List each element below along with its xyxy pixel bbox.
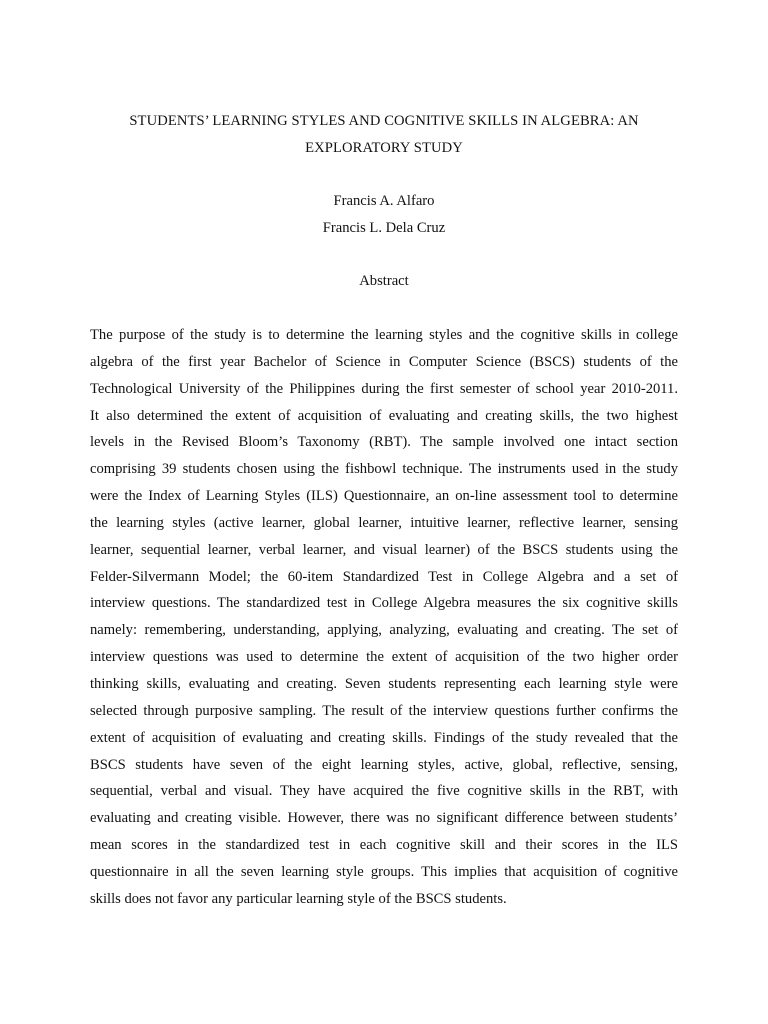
abstract-line: Felder-Silvermann Model; the 60-item Standardized Test in College Algebra and a set of <box>90 568 678 585</box>
abstract-line: mean scores in the standardized test in each cognitive skill and their scores in the ILS <box>90 837 678 854</box>
abstract-line: evaluating and creating visible. However, there was no significant difference between students’ <box>90 810 678 827</box>
abstract-line: questionnaire in all the seven learning style groups. This implies that acquisition of cognitive <box>90 863 678 880</box>
abstract-line: sequential, verbal and visual. They have acquired the five cognitive skills in the RBT, with <box>90 783 678 800</box>
abstract-line: comprising 39 students chosen using the fishbowl technique. The instruments used in the study <box>90 461 678 478</box>
abstract-line: levels in the Revised Bloom’s Taxonomy (RBT). The sample involved one intact section <box>90 434 678 451</box>
abstract-line: learner, sequential learner, verbal learner, and visual learner) of the BSCS students using the <box>90 541 678 558</box>
author-name: Francis A. Alfaro <box>333 193 435 209</box>
abstract-line: the learning styles (active learner, global learner, intuitive learner, reflective learner, sensing <box>90 514 678 531</box>
abstract-line: selected through purposive sampling. The result of the interview questions further confirms the <box>90 702 678 719</box>
abstract-line: skills does not favor any particular learning style of the BSCS students. <box>90 890 507 907</box>
abstract-line: The purpose of the study is to determine the learning styles and the cognitive skills in college <box>90 327 678 343</box>
paper-title-line: STUDENTS’ LEARNING STYLES AND COGNITIVE SKILLS IN ALGEBRA: AN <box>129 113 639 129</box>
abstract-line: were the Index of Learning Styles (ILS) Questionnaire, an on-line assessment tool to determine <box>90 488 678 505</box>
abstract-line: BSCS students have seven of the eight learning styles, active, global, reflective, sensing, <box>90 756 678 773</box>
abstract-body <box>90 322 678 913</box>
paper-title-line: EXPLORATORY STUDY <box>305 139 463 156</box>
abstract-line: interview questions. The standardized test in College Algebra measures the six cognitive skills <box>90 595 678 612</box>
abstract-line: It also determined the extent of acquisition of evaluating and creating skills, the two highest <box>90 407 678 424</box>
author-name: Francis L. Dela Cruz <box>322 219 446 236</box>
abstract-heading: Abstract <box>359 273 409 289</box>
abstract-line: Technological University of the Philippines during the first semester of school year 2010-2011. <box>90 380 678 397</box>
abstract-line: interview questions was used to determine the extent of acquisition of the two higher order <box>90 649 678 666</box>
abstract-line: thinking skills, evaluating and creating. Seven students representing each learning style were <box>90 675 678 692</box>
abstract-line: algebra of the first year Bachelor of Science in Computer Science (BSCS) students of the <box>90 353 678 370</box>
author-list <box>90 188 678 241</box>
paper-title <box>90 108 678 161</box>
abstract-line: extent of acquisition of evaluating and creating skills. Findings of the study revealed that the <box>90 729 678 746</box>
abstract-line: namely: remembering, understanding, applying, analyzing, evaluating and creating. The set of <box>90 622 678 639</box>
